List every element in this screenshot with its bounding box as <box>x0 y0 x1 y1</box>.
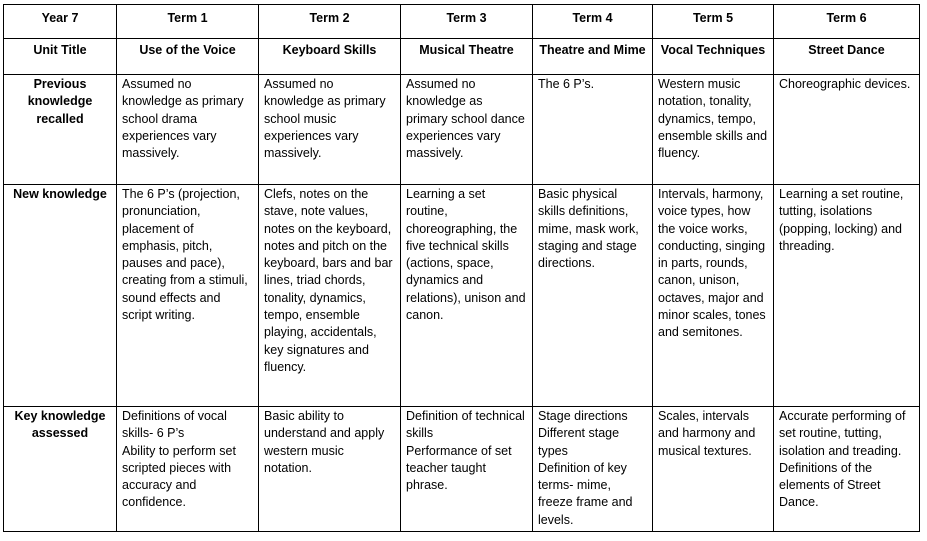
unit-title-5: Vocal Techniques <box>653 39 774 75</box>
new-knowledge-row <box>4 185 920 407</box>
cell-text: Assumed no knowledge as primary school music experiences vary massively. <box>264 77 386 161</box>
unit-title-3: Musical Theatre <box>401 39 533 75</box>
cell-text: Stage directions Different stage types Definition of key terms- mime, freeze frame and levels. <box>538 409 633 527</box>
term-header-1: Term 1 <box>117 5 259 39</box>
year-label: Year 7 <box>4 5 117 39</box>
cell-text: Western music notation, tonality, dynamics, tempo, ensemble skills and fluency. <box>658 77 768 161</box>
cell-text: Accurate performing of set routine, tutting, isolation and treading. Definitions of the elements of Street Dance. <box>779 409 906 510</box>
table-cell <box>117 407 259 532</box>
table-cell <box>259 185 401 407</box>
cell-text: Learning a set routine, choreographing, the five technical skills (actions, space, dynamics and relations), unison and canon. <box>406 187 526 323</box>
table-cell <box>401 75 533 185</box>
term-header-4: Term 4 <box>533 5 653 39</box>
key-knowledge-row <box>4 407 920 532</box>
header-row <box>4 5 920 39</box>
cell-text: Assumed no knowledge as primary school dance experiences vary massively. <box>406 77 525 161</box>
table-cell <box>533 185 653 407</box>
row-label-previous-knowledge: Previous knowledge recalled <box>4 75 117 185</box>
row-label-new-knowledge: New knowledge <box>4 185 117 407</box>
unit-title-row <box>4 39 920 75</box>
cell-text: Basic ability to understand and apply western music notation. <box>264 409 385 475</box>
cell-text: Assumed no knowledge as primary school drama experiences vary massively. <box>122 77 244 161</box>
cell-text: Intervals, harmony, voice types, how the voice works, conducting, singing in parts, rounds, canon, unison, octaves, major and minor scales, tones and semitones. <box>658 187 766 340</box>
table-cell <box>533 407 653 532</box>
term-header-2: Term 2 <box>259 5 401 39</box>
cell-text: The 6 P’s. <box>538 77 595 91</box>
term-header-5: Term 5 <box>653 5 774 39</box>
table-cell <box>653 185 774 407</box>
cell-text: Basic physical skills definitions, mime, mask work, staging and stage directions. <box>538 187 639 271</box>
unit-title-label: Unit Title <box>4 39 117 75</box>
cell-text: The 6 P’s (projection, pronunciation, placement of emphasis, pitch, pauses and pace), creating from a stimuli, sound effects and script writing. <box>122 187 248 323</box>
table-cell <box>774 407 920 532</box>
table-cell <box>774 75 920 185</box>
table-cell <box>401 185 533 407</box>
cell-text: Learning a set routine, tutting, isolations (popping, locking) and threading. <box>779 187 904 253</box>
unit-title-6: Street Dance <box>774 39 920 75</box>
table-cell <box>533 75 653 185</box>
cell-text: Scales, intervals and harmony and musical textures. <box>658 409 756 458</box>
table-cell <box>259 75 401 185</box>
table-cell <box>259 407 401 532</box>
row-label-key-knowledge: Key knowledge assessed <box>4 407 117 532</box>
cell-text: Definition of technical skills Performance of set teacher taught phrase. <box>406 409 525 493</box>
cell-text: Choreographic devices. <box>779 77 911 91</box>
term-header-6: Term 6 <box>774 5 920 39</box>
unit-title-4: Theatre and Mime <box>533 39 653 75</box>
table-cell <box>401 407 533 532</box>
unit-title-1: Use of the Voice <box>117 39 259 75</box>
table-cell <box>117 185 259 407</box>
cell-text: Clefs, notes on the stave, note values, notes on the keyboard, notes and pitch on the keyboard, bars and bar lines, triad chords, tonality, dynamics, tempo, ensemble playing, accidentals, key signatures and fluency. <box>264 187 393 374</box>
table-cell <box>653 407 774 532</box>
previous-knowledge-row <box>4 75 920 185</box>
unit-title-2: Keyboard Skills <box>259 39 401 75</box>
term-header-3: Term 3 <box>401 5 533 39</box>
table-cell <box>774 185 920 407</box>
table-cell <box>117 75 259 185</box>
curriculum-table <box>3 4 920 532</box>
table-cell <box>653 75 774 185</box>
cell-text: Definitions of vocal skills- 6 P’s Ability to perform set scripted pieces with accuracy and confidence. <box>122 409 236 510</box>
